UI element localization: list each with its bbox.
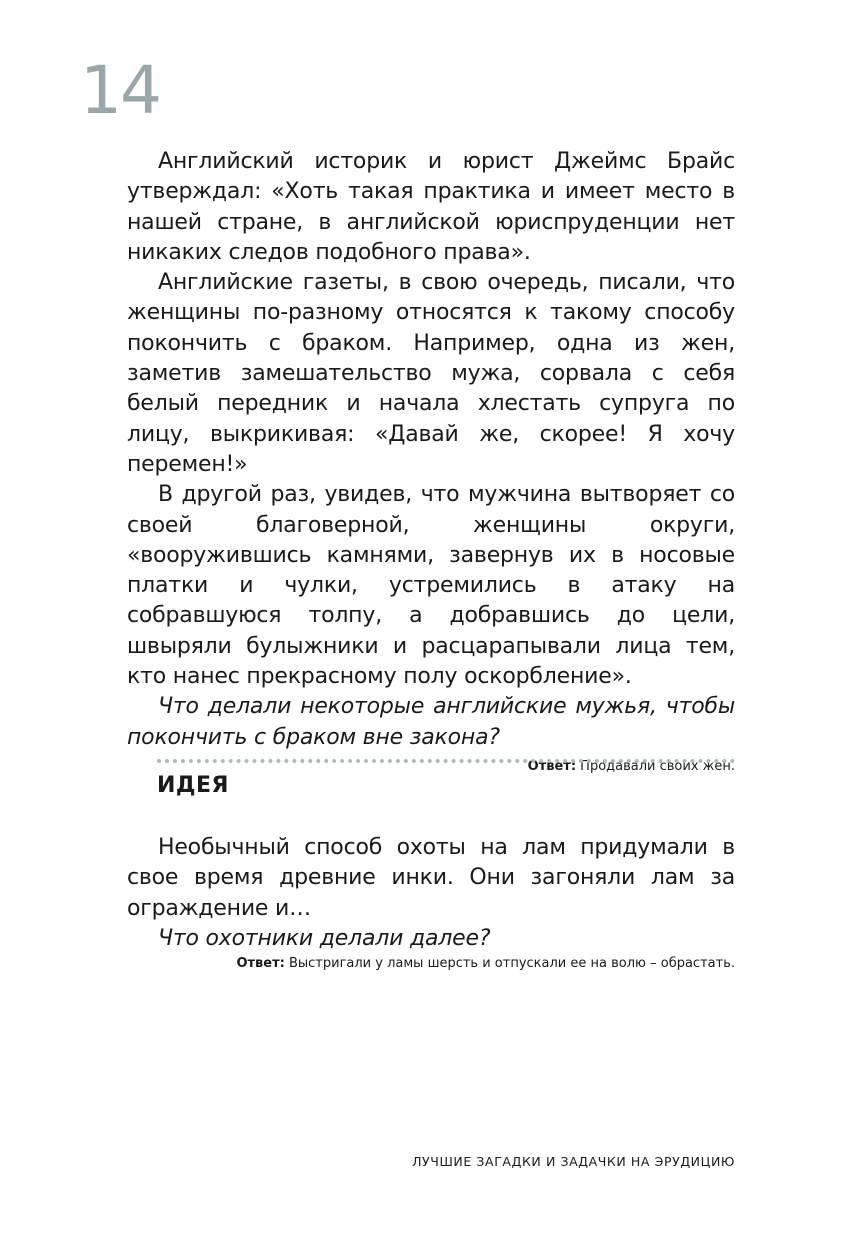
page-number: 14 bbox=[80, 52, 160, 129]
paragraph: Английский историк и юрист Джеймс Брайс утверждал: «Хоть такая практика и имеет место в нашей стране, в английской юриспруденции нет никаких следов подобного права». bbox=[127, 149, 735, 265]
paragraph: В другой раз, увидев, что мужчина вытворяет со своей благоверной, женщины округи, «вооружившись камнями, завернув их в носовые платки и чулки, устремились в атаку на собравшуюся толпу, а добравшись до цели, швыряли булыжники и расцарапывали лица тем, кто нанес прекрасному полу оскорбление». bbox=[127, 482, 735, 690]
answer-label: Ответ: bbox=[527, 758, 577, 774]
section-title: ИДЕЯ bbox=[157, 773, 229, 798]
section-divider bbox=[157, 759, 735, 763]
running-footer: ЛУЧШИЕ ЗАГАДКИ И ЗАДАЧКИ НА ЭРУДИЦИЮ bbox=[412, 1154, 735, 1169]
paragraph: Английские газеты, в свою очередь, писали, что женщины по-разному относятся к такому способу покончить с браком. Например, одна из жен, заметив замешательство мужа, сорвала с себя белый передник и начала хлестать супруга по лицу, выкрикивая: «Давай же, скорее! Я хочу перемен!» bbox=[127, 270, 735, 477]
answer-label: Ответ: bbox=[236, 956, 285, 972]
riddle-question: Что делали некоторые английские мужья, чтобы покончить с браком вне закона? bbox=[127, 694, 735, 750]
answer-text: Выстригали у ламы шерсть и отпускали ее на волю – обрастать. bbox=[284, 956, 735, 972]
answer-text: Продавали своих жен. bbox=[576, 758, 735, 774]
idea-body bbox=[127, 833, 735, 974]
riddle-answer bbox=[127, 954, 735, 974]
riddle-question: Что охотники делали далее? bbox=[158, 925, 491, 951]
paragraph: Необычный способ охоты на лам придумали в свое время древние инки. Они загоняли лам за ограждение и… bbox=[127, 835, 735, 921]
article-body bbox=[127, 147, 735, 777]
